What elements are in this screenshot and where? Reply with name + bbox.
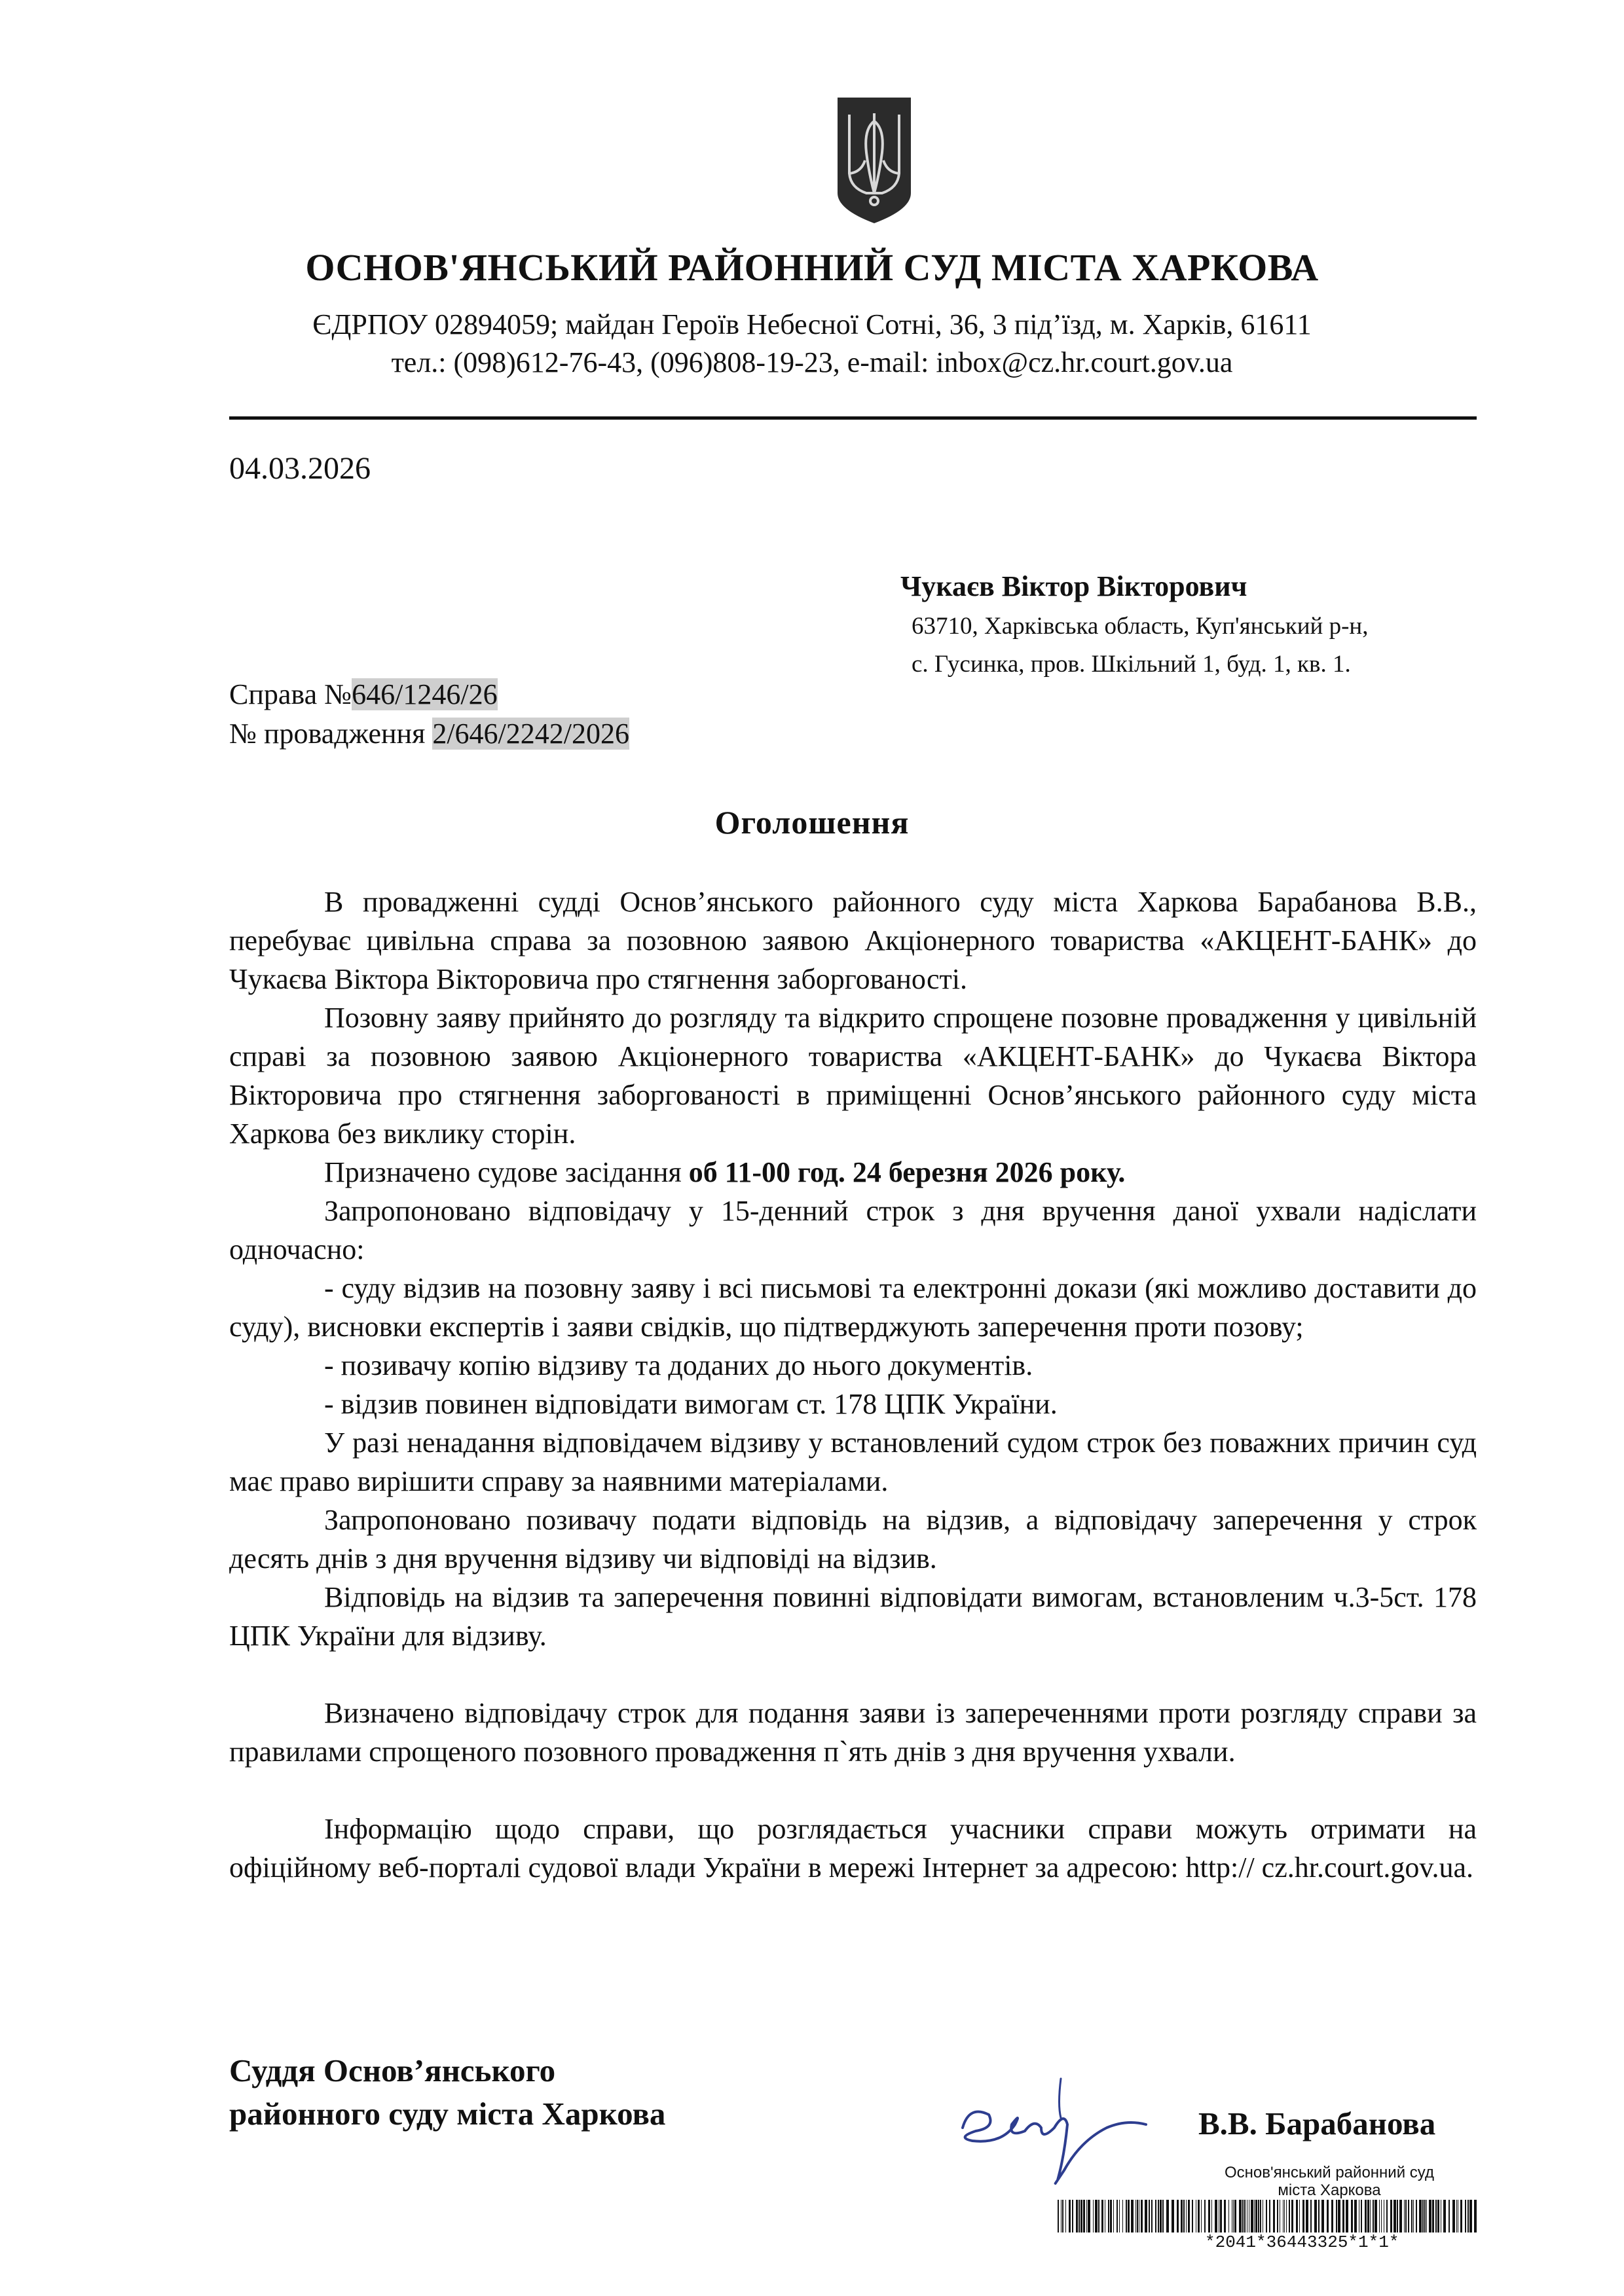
court-address-line: ЄДРПОУ 02894059; майдан Героїв Небесної Сотні, 36, 3 під’їзд, м. Харків, 61611 [312, 308, 1312, 340]
header-divider [229, 416, 1477, 420]
case-number: 646/1246/26 [352, 678, 498, 710]
body-paragraph: Запропоновано позивачу подати відповідь на відзив, а відповідачу заперечення у строк десять днів з дня вручення відзиву чи відповіді на відзив. [229, 1504, 1477, 1575]
barcode-icon [1058, 2200, 1477, 2232]
hearing-paragraph [229, 1153, 1477, 1192]
document-title: Оголошення [714, 804, 910, 841]
body-paragraph: Відповідь на відзив та заперечення повинні відповідати вимогам, встановленим ч.3-5ст. 178 ЦПК України для відзиву. [229, 1581, 1477, 1652]
proceeding-number-line [229, 717, 629, 750]
addressee-name: Чукаєв Віктор Вікторович [900, 570, 1247, 602]
body-paragraph: Визначено відповідачу строк для подання заяви із запереченнями проти розгляду справи за правилами спрощеного позовного провадження п`ять днів з дня вручення ухвали. [229, 1697, 1477, 1768]
stamp-line-1: Основ'янський районний суд [1225, 2164, 1434, 2181]
court-contact-line: тел.: (098)612-76-43, (096)808-19-23, e-mail: inbox@cz.hr.court.gov.ua [391, 346, 1233, 378]
body-paragraph: Позовну заяву прийнято до розгляду та відкрито спрощене позовне провадження у цивільній справі за позовною заявою Акціонерного товариства «АКЦЕНТ-БАНК» до Чукаєва Віктора Вікторовича про стягнення заборгованості в приміщенні Основ’янського районного суду міста Харкова без виклику сторін. [229, 1002, 1477, 1150]
document-date: 04.03.2026 [229, 451, 371, 486]
hearing-datetime: об 11-00 год. 24 березня 2026 року. [688, 1156, 1126, 1188]
addressee-address-line-1: 63710, Харківська область, Куп'янський р-н, [912, 613, 1369, 640]
proceeding-number-label: № провадження [229, 718, 433, 750]
judge-title-line-1: Суддя Основ’янського [229, 2052, 556, 2088]
body-paragraph: - відзив повинен відповідати вимогам ст. 178 ЦПК України. [324, 1388, 1058, 1420]
court-stamp [1185, 2164, 1473, 2199]
proceeding-number: 2/646/2242/2026 [432, 718, 630, 750]
barcode-number: *2041*36443325*1*1* [1205, 2232, 1399, 2252]
stamp-line-2: міста Харкова [1278, 2181, 1381, 2199]
judge-title [229, 2049, 665, 2136]
body-paragraph: - позивачу копію відзиву та доданих до нього документів. [324, 1349, 1033, 1381]
body-paragraph: У разі ненадання відповідачем відзиву у встановлений судом строк без поважних причин суд має право вирішити справу за наявними матеріалами. [229, 1427, 1477, 1497]
addressee-address-line-2: с. Гусинка, пров. Шкільний 1, буд. 1, кв. 1. [912, 651, 1351, 678]
trident-emblem-icon [835, 95, 913, 226]
announcement-body [229, 883, 1477, 1887]
handwritten-signature-icon [943, 2066, 1166, 2190]
judge-name: В.В. Барабанова [1198, 2105, 1436, 2141]
body-paragraph: Інформацію щодо справи, що розглядається учасники справи можуть отримати на офіційному веб-порталі судової влади України в мережі Інтернет за адресою: http:// cz.hr.court.gov.ua. [229, 1813, 1477, 1884]
body-paragraph: - суду відзив на позовну заяву і всі письмові та електронні докази (які можливо доставити до суду), висновки експертів і заяви свідків, що підтверджують заперечення проти позову; [229, 1272, 1477, 1343]
case-number-label: Справа № [229, 678, 352, 710]
judge-title-line-2: районного суду міста Харкова [229, 2096, 666, 2132]
case-number-line [229, 678, 498, 711]
body-paragraph: В провадженні судді Основ’янського районного суду міста Харкова Барабанова В.В., перебуває цивільна справа за позовною заявою Акціонерного товариства «АКЦЕНТ-БАНК» до Чукаєва Віктора Вікторовича про стягнення заборгованості. [229, 886, 1477, 995]
court-name: ОСНОВ'ЯНСЬКИЙ РАЙОННИЙ СУД МІСТА ХАРКОВА [305, 246, 1319, 289]
hearing-prefix: Призначено судове засідання [324, 1156, 689, 1188]
body-paragraph: Запропоновано відповідачу у 15-денний строк з дня вручення даної ухвали надіслати одночасно: [229, 1195, 1477, 1266]
